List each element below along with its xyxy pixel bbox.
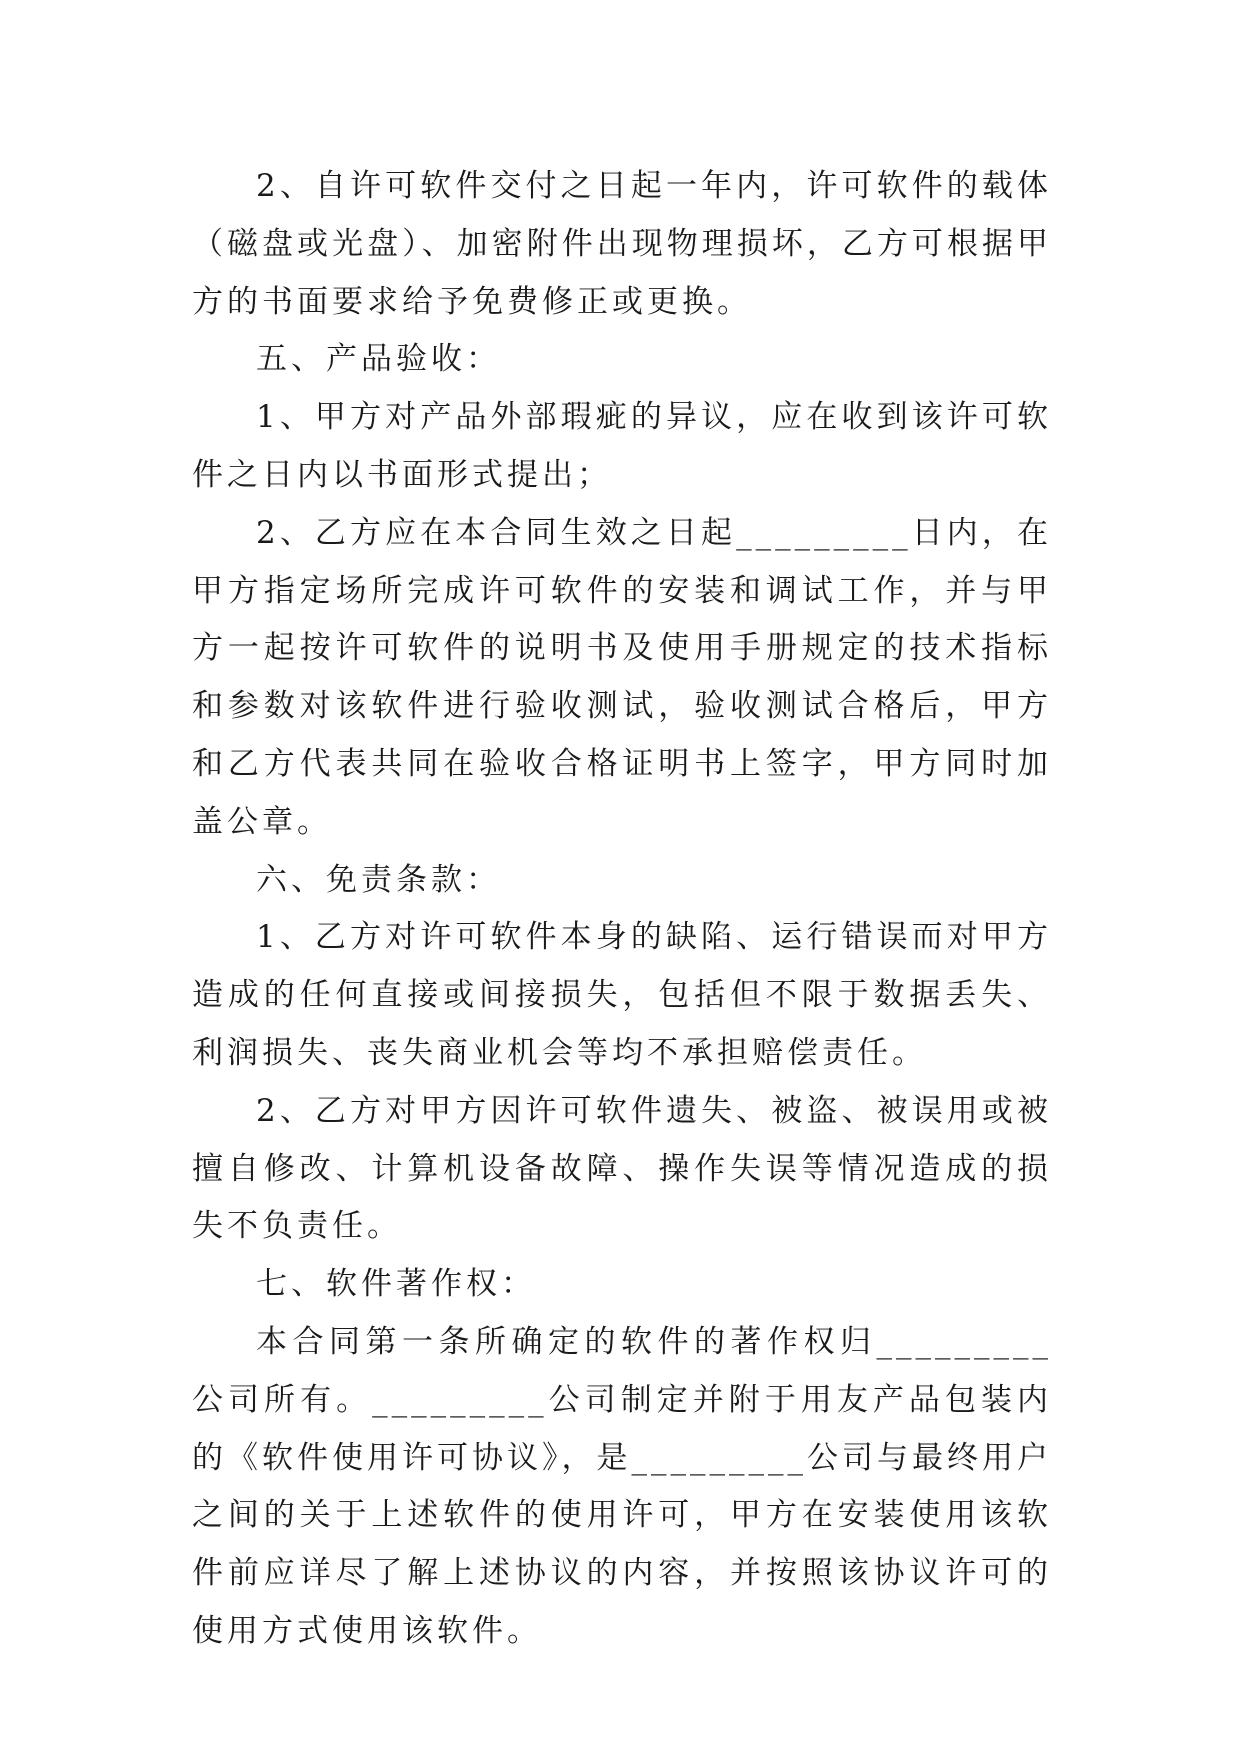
paragraph-defect-objection: 1、甲方对产品外部瑕疵的异议，应在收到该许可软件之日内以书面形式提出； [192, 399, 1052, 493]
section-heading-product-acceptance: 五、产品验收： [256, 341, 501, 378]
section-heading-disclaimer: 六、免责条款： [256, 861, 501, 898]
paragraph-no-liability-loss: 2、乙方对甲方因许可软件遗失、被盗、被误用或被擅自修改、计算机设备故障、操作失误等情况造成的损失不负责任。 [192, 1092, 1052, 1245]
paragraph-carrier-damage: 2、自许可软件交付之日起一年内，许可软件的载体（磁盘或光盘）、加密附件出现物理损坏，乙方可根据甲方的书面要求给予免费修正或更换。 [192, 168, 1052, 320]
paragraph-no-liability-defects: 1、乙方对许可软件本身的缺陷、运行错误而对甲方造成的任何直接或间接损失，包括但不限于数据丢失、利润损失、丧失商业机会等均不承担赔偿责任。 [192, 919, 1052, 1071]
section-heading-copyright: 七、软件著作权： [256, 1266, 536, 1303]
document-body [192, 158, 1052, 1661]
paragraph-installation-testing: 2、乙方应在本合同生效之日起_________日内，在甲方指定场所完成许可软件的安装和调试工作，并与甲方一起按许可软件的说明书及使用手册规定的技术指标和参数对该软件进行验收测试，验收测试合格后，甲方和乙方代表共同在验收合格证明书上签字，甲方同时加盖公章。 [192, 514, 1052, 840]
paragraph-copyright-ownership: 本合同第一条所确定的软件的著作权归_________公司所有。_________公司制定并附于用友产品包装内的《软件使用许可协议》，是_________公司与最终用户之间的关于上述软件的使用许可，甲方在安装使用该软件前应详尽了解上述协议的内容，并按照该协议许可的使用方式使用该软件。 [192, 1323, 1052, 1649]
